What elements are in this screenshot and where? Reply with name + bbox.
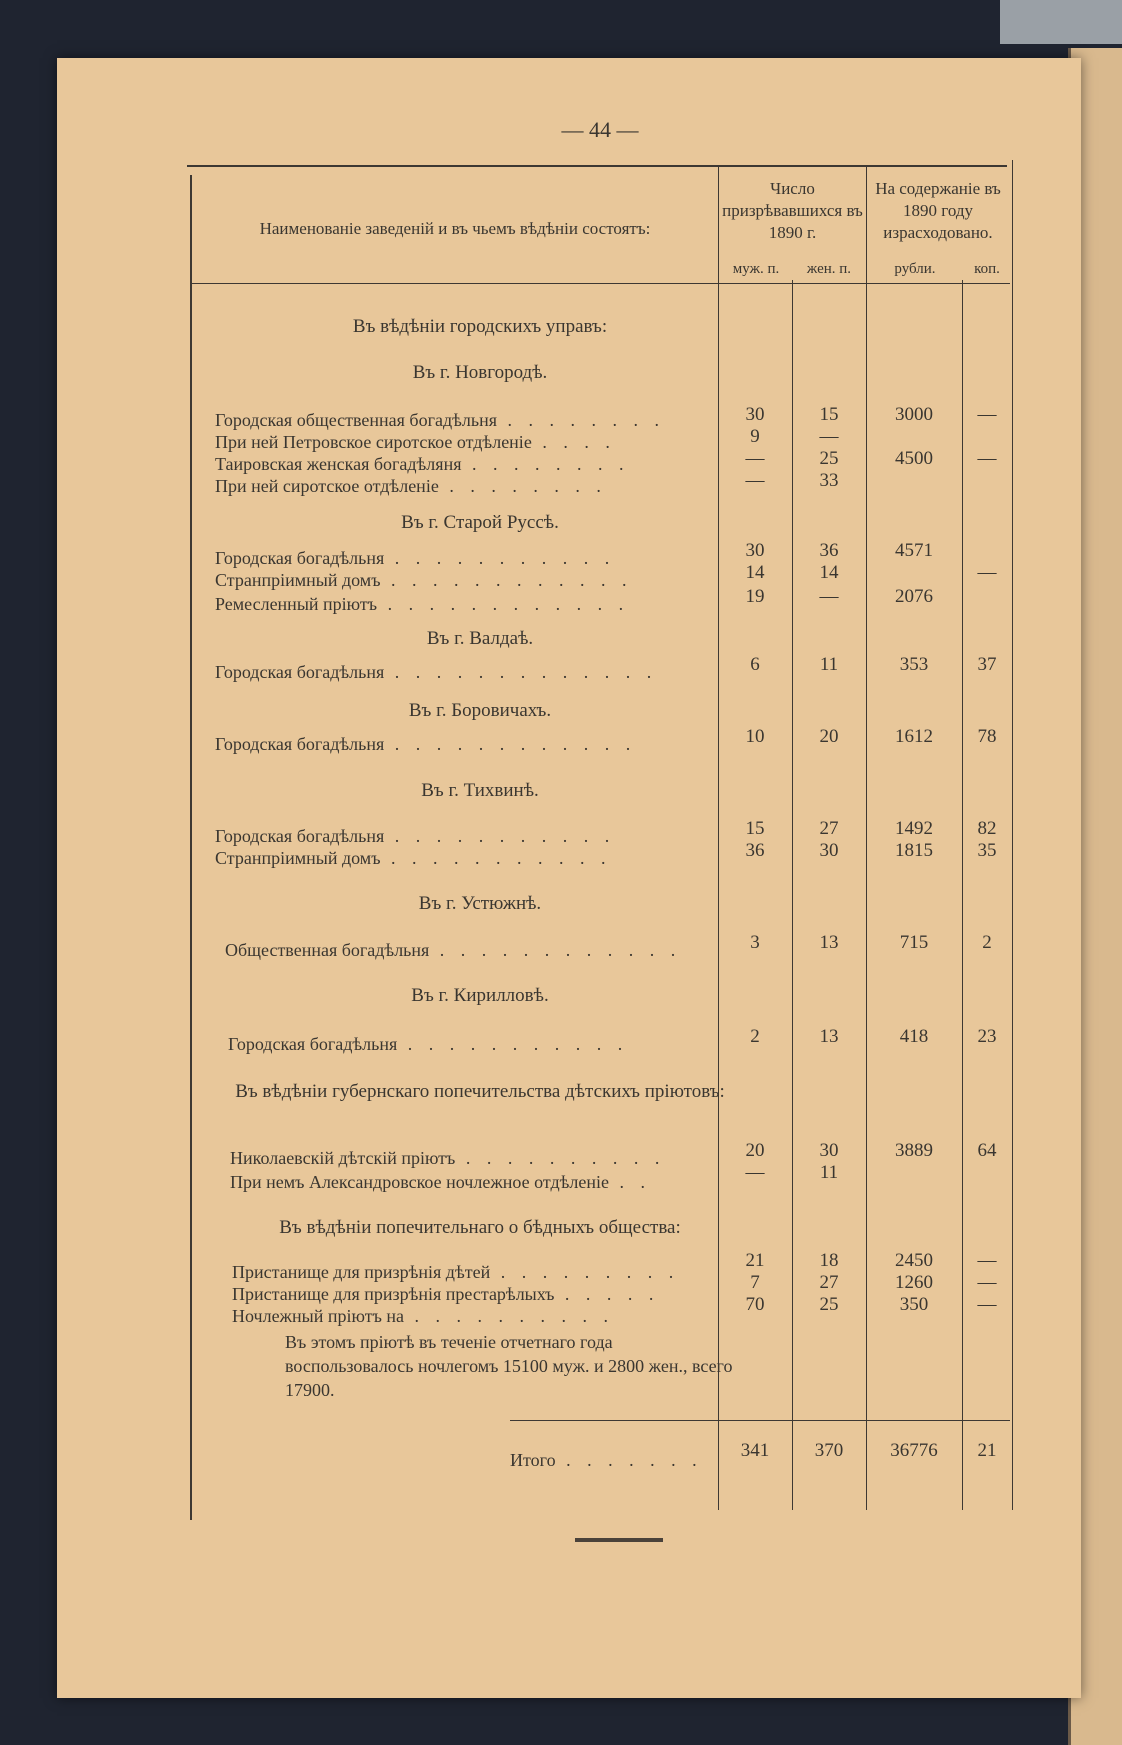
table-cell-kop: — <box>977 1272 997 1293</box>
table-cell-male: 70 <box>745 1294 765 1315</box>
table-cell-rubles: 3889 <box>895 1140 933 1161</box>
header-female: жен. п. <box>806 261 852 277</box>
table-cell-rubles: 418 <box>899 1026 929 1047</box>
table-cell-female: 27 <box>819 1272 839 1293</box>
city-heading: Въ г. Новгородѣ. <box>412 362 548 383</box>
table-row-label: Городская богадѣльня . . . . . . . . . . . <box>228 1034 629 1054</box>
table-cell-kop: 35 <box>977 840 997 861</box>
table-cell-female: 25 <box>819 1294 839 1315</box>
table-cell-rubles: 2450 <box>895 1250 933 1271</box>
table-cell-female: 13 <box>819 932 839 953</box>
table-row-label: Городская богадѣльня . . . . . . . . . . . . <box>215 734 637 754</box>
total-label: Итого . . . . . . . <box>510 1450 703 1470</box>
table-cell-female: 11 <box>819 1162 839 1183</box>
section-heading: Въ вѣдѣніи городскихъ управъ: <box>352 316 608 337</box>
table-cell-kop: 64 <box>977 1140 997 1161</box>
total-cell-rubles: 36776 <box>890 1440 938 1461</box>
section-heading: Въ вѣдѣніи губернскаго попечительства дѣтскихъ пріютовъ: <box>235 1081 725 1102</box>
table-cell-kop: 23 <box>977 1026 997 1047</box>
table-cell-male: 30 <box>745 404 765 425</box>
table-left-rule <box>190 175 192 1520</box>
binding-edge <box>1000 0 1122 44</box>
table-row-label: Пристанище для призрѣнія дѣтей . . . . . . . . . <box>232 1262 680 1282</box>
table-cell-rubles: 715 <box>899 932 929 953</box>
table-row-label: Ночлежный пріютъ на . . . . . . . . . . <box>232 1306 614 1326</box>
table-cell-male: 20 <box>745 1140 765 1161</box>
table-row-label: При немъ Александровское ночлежное отдѣленіе . . <box>230 1172 652 1192</box>
table-cell-rubles: 1492 <box>895 818 933 839</box>
table-cell-male: 30 <box>745 540 765 561</box>
table-row-label: Таировская женская богадѣляня . . . . . . . . <box>215 454 630 474</box>
table-cell-male: — <box>745 448 765 469</box>
city-heading: Въ г. Устюжнѣ. <box>418 893 542 914</box>
table-cell-female: 18 <box>819 1250 839 1271</box>
table-cell-female: 25 <box>819 448 839 469</box>
table-cell-kop: — <box>977 1294 997 1315</box>
table-row-label: Пристанище для призрѣнія престарѣлыхъ . . . . . <box>232 1284 660 1304</box>
table-cell-female: 11 <box>819 654 839 675</box>
table-row-label: Странпріимный домъ . . . . . . . . . . . . <box>215 570 633 590</box>
table-cell-female: 27 <box>819 818 839 839</box>
total-cell-female: 370 <box>814 1440 844 1461</box>
table-row-label: При ней Петровское сиротское отдѣленіе . . . . <box>215 432 616 452</box>
table-cell-kop: — <box>977 448 997 469</box>
table-cell-kop: 2 <box>982 932 992 953</box>
table-cell-male: 7 <box>750 1272 760 1293</box>
table-cell-rubles: 1815 <box>895 840 933 861</box>
section-heading: Въ вѣдѣніи попечительнаго о бѣдныхъ общества: <box>279 1217 681 1238</box>
table-cell-kop: — <box>977 1250 997 1271</box>
table-cell-kop: — <box>977 404 997 425</box>
table-cell-rubles: 1260 <box>895 1272 933 1293</box>
table-cell-kop: 37 <box>977 654 997 675</box>
table-cell-female: 20 <box>819 726 839 747</box>
table-cell-female: 33 <box>819 470 839 491</box>
table-row-label: Городская богадѣльня . . . . . . . . . . . <box>215 826 616 846</box>
table-cell-kop: — <box>977 562 997 583</box>
header-count: Число призрѣвавшихся въ 1890 г. <box>722 179 863 242</box>
table-row-label: Странпріимный домъ . . . . . . . . . . . <box>215 848 612 868</box>
table-cell-rubles: 1612 <box>895 726 933 747</box>
table-row-label: Ремесленный пріютъ . . . . . . . . . . . . <box>215 594 630 614</box>
footnote: Въ этомъ пріютѣ въ теченіе отчетнаго года воспользовалось ночлегомъ 15100 муж. и 2800 жен., всего 17900. <box>285 1332 733 1400</box>
city-heading: Въ г. Старой Руссѣ. <box>401 512 559 533</box>
table-cell-male: 2 <box>750 1026 760 1047</box>
table-cell-female: — <box>819 586 839 607</box>
table-row-label: Николаевскій дѣтскій пріютъ . . . . . . . . . . <box>230 1148 666 1168</box>
table-right-rule <box>1012 160 1013 1510</box>
table-header-rule <box>190 283 1010 284</box>
table-row-label: Городская общественная богадѣльня . . . . . . . . <box>215 410 665 430</box>
table-cell-kop: 82 <box>977 818 997 839</box>
header-expense: На содержаніе въ 1890 году израсходовано. <box>875 179 1001 242</box>
header-male: муж. п. <box>732 261 780 277</box>
total-rule <box>510 1420 1010 1421</box>
table-cell-male: 21 <box>745 1250 765 1271</box>
city-heading: Въ г. Боровичахъ. <box>408 700 552 721</box>
end-ornament <box>575 1538 663 1542</box>
table-cell-female: 14 <box>819 562 839 583</box>
table-top-rule <box>187 165 1007 167</box>
table-row-label: Городская богадѣльня . . . . . . . . . . . . . <box>215 662 658 682</box>
table-cell-rubles: 3000 <box>895 404 933 425</box>
table-cell-male: 10 <box>745 726 765 747</box>
city-heading: Въ г. Кирилловѣ. <box>411 985 549 1006</box>
table-cell-male: — <box>745 470 765 491</box>
table-cell-male: 3 <box>750 932 760 953</box>
table-cell-female: 13 <box>819 1026 839 1047</box>
total-cell-kop: 21 <box>977 1440 997 1461</box>
table-cell-male: 6 <box>750 654 760 675</box>
city-heading: Въ г. Тихвинѣ. <box>421 780 539 801</box>
table-row-label: При ней сиротское отдѣленіе . . . . . . . . <box>215 476 607 496</box>
table-cell-male: 19 <box>745 586 765 607</box>
table-cell-female: 30 <box>819 1140 839 1161</box>
table-cell-rubles: 350 <box>899 1294 929 1315</box>
total-cell-male: 341 <box>740 1440 770 1461</box>
table-cell-rubles: 4571 <box>895 540 933 561</box>
table-cell-female: — <box>819 426 839 447</box>
table-cell-kop: 78 <box>977 726 997 747</box>
header-name: Наименованіе заведеній и въ чьемъ вѣдѣніи состоятъ: <box>259 219 651 238</box>
table-cell-female: 15 <box>819 404 839 425</box>
table-cell-rubles: 2076 <box>895 586 933 607</box>
table-row-label: Городская богадѣльня . . . . . . . . . . . <box>215 548 616 568</box>
city-heading: Въ г. Валдаѣ. <box>426 628 534 649</box>
table-cell-male: 14 <box>745 562 765 583</box>
table-cell-female: 30 <box>819 840 839 861</box>
header-rubles: рубли. <box>894 261 936 277</box>
table-cell-male: 36 <box>745 840 765 861</box>
table-cell-female: 36 <box>819 540 839 561</box>
table-cell-male: 15 <box>745 818 765 839</box>
page-number: — 44 — <box>561 117 639 142</box>
table-cell-male: — <box>745 1162 765 1183</box>
header-kopecks: коп. <box>974 261 1000 277</box>
table-cell-rubles: 353 <box>899 654 929 675</box>
table-cell-male: 9 <box>750 426 760 447</box>
table-row-label: Общественная богадѣльня . . . . . . . . . . . . <box>225 940 682 960</box>
table-cell-rubles: 4500 <box>895 448 933 469</box>
